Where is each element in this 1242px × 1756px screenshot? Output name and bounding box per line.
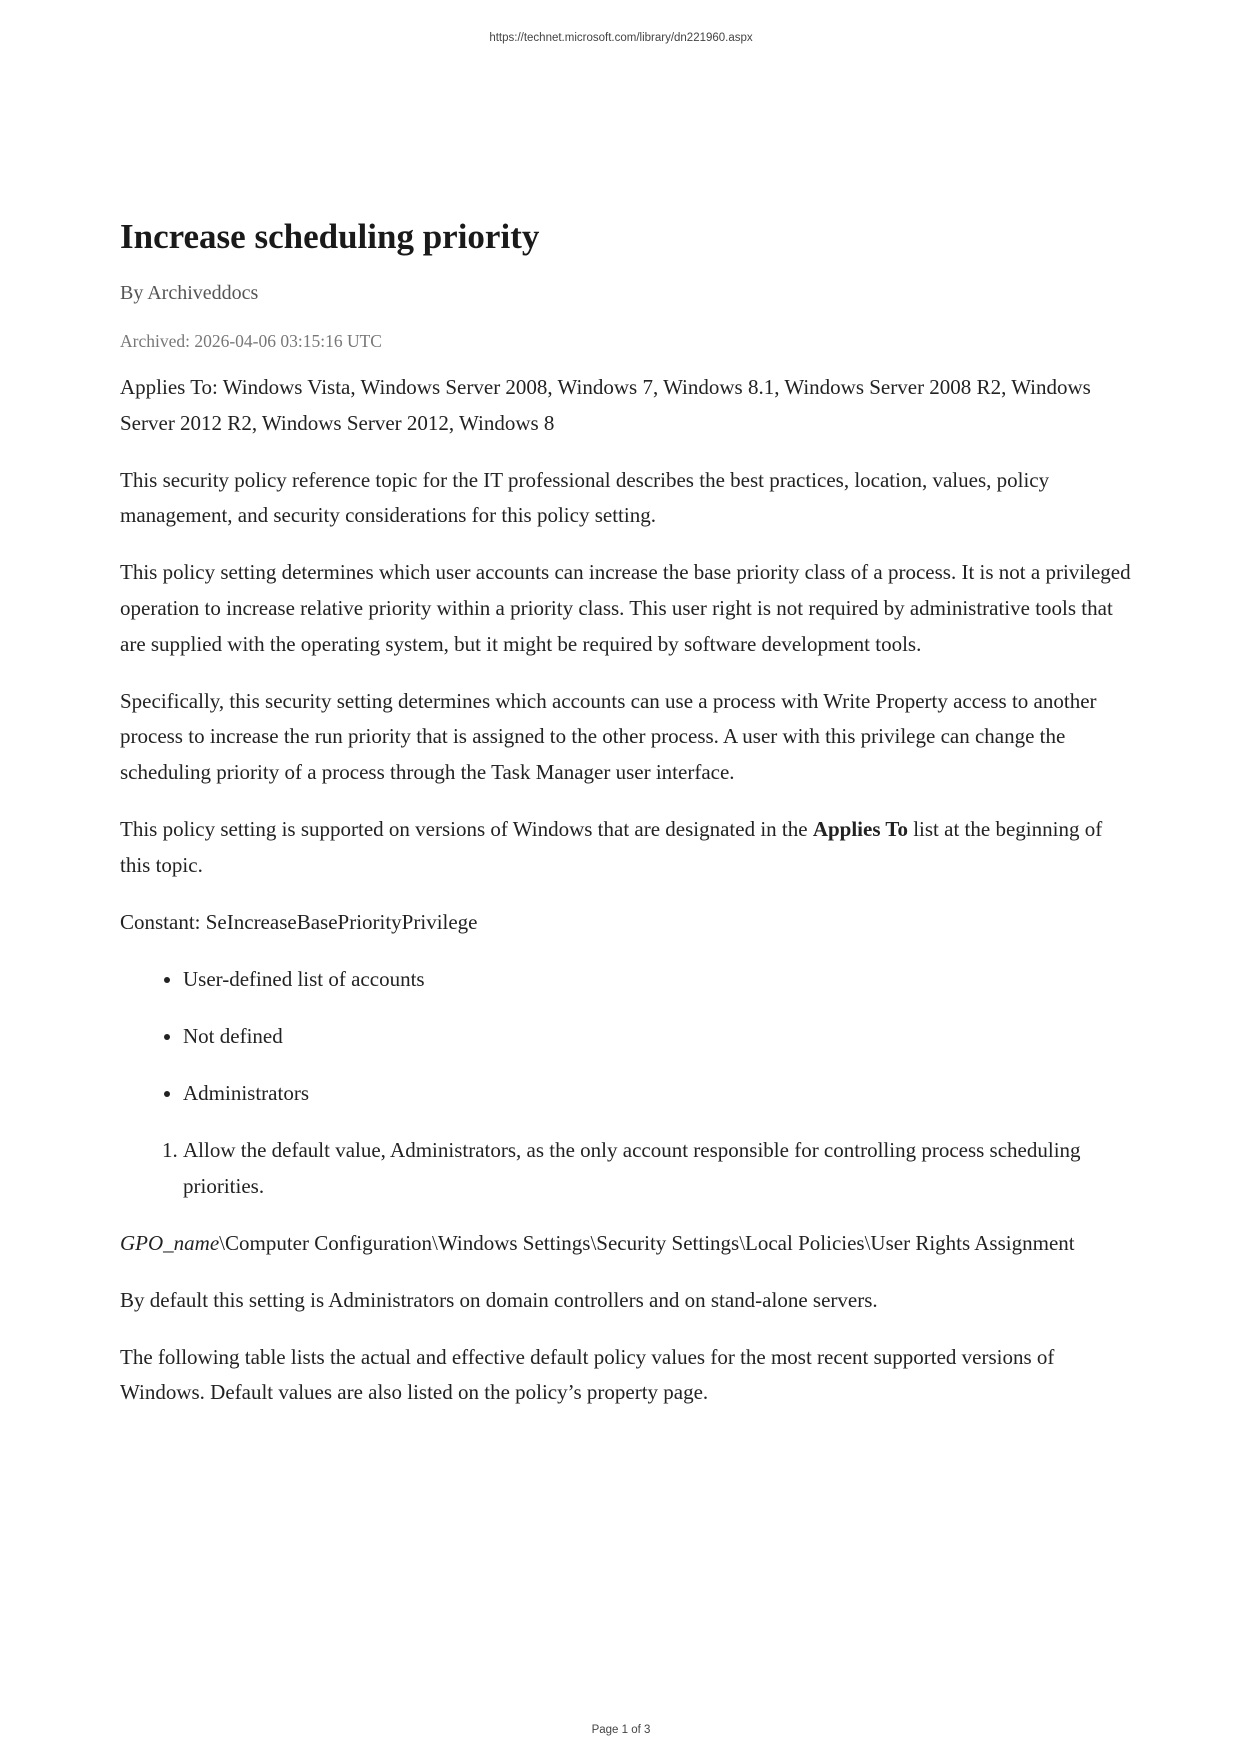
gpo-path	[120, 1226, 1135, 1262]
paragraph-description: This policy setting determines which user accounts can increase the base priority class of a process. It is not a privileged operation to increase relative priority within a priority class. This user right is not required by administrative tools that are supplied with the operating system, but it might be required by software development tools.	[120, 560, 1131, 656]
article	[120, 212, 1135, 1433]
page-title: Increase scheduling priority	[120, 217, 540, 256]
paragraph-support	[120, 812, 1135, 883]
gpo-path-text: \Computer Configuration\Windows Settings\Security Settings\Local Policies\User Rights Assignment	[219, 1230, 1075, 1255]
support-text-after: list at the beginning of this topic.	[120, 816, 1103, 877]
list-item: • User-defined list of accounts	[183, 962, 1135, 998]
author: By Archiveddocs	[120, 282, 259, 304]
page-url: https://technet.microsoft.com/library/dn221960.aspx	[489, 32, 753, 44]
applies-to: Applies To: Windows Vista, Windows Server 2008, Windows 7, Windows 8.1, Windows Server 2008 R2, Windows Server 2012 R2, Windows Server 2012, Windows 8	[120, 375, 1091, 435]
list-item: • Administrators	[183, 1076, 1135, 1112]
values-list	[120, 962, 1135, 1112]
constant: Constant: SeIncreaseBasePriorityPrivilege	[120, 909, 478, 934]
table-intro: The following table lists the actual and effective default policy values for the most recent supported versions of Windows. Default values are also listed on the policy’s property page.	[120, 1344, 1055, 1405]
list-item: 1. Allow the default value, Administrators, as the only account responsible for controlling process scheduling priorities.	[183, 1133, 1135, 1204]
list-item: • Not defined	[183, 1019, 1135, 1055]
gpo-name: GPO_name	[120, 1230, 220, 1255]
applies-to-bold: Applies To	[812, 816, 908, 841]
support-text-before: This policy setting is supported on versions of Windows that are designated in the	[120, 816, 813, 841]
archived-timestamp: Archived: 2026-04-06 03:15:16 UTC	[120, 331, 382, 351]
default-values: By default this setting is Administrators on domain controllers and on stand-alone servers.	[120, 1287, 878, 1312]
page-number: Page 1 of 3	[591, 1724, 651, 1736]
paragraph-intro: This security policy reference topic for the IT professional describes the best practices, location, values, policy management, and security considerations for this policy setting.	[120, 467, 1050, 528]
best-practices-list	[120, 1133, 1135, 1204]
paragraph-specifics: Specifically, this security setting determines which accounts can use a process with Write Property access to another process to increase the run priority that is assigned to the other process. A user with this privilege can change the scheduling priority of a process through the Task Manager user interface.	[120, 688, 1097, 784]
